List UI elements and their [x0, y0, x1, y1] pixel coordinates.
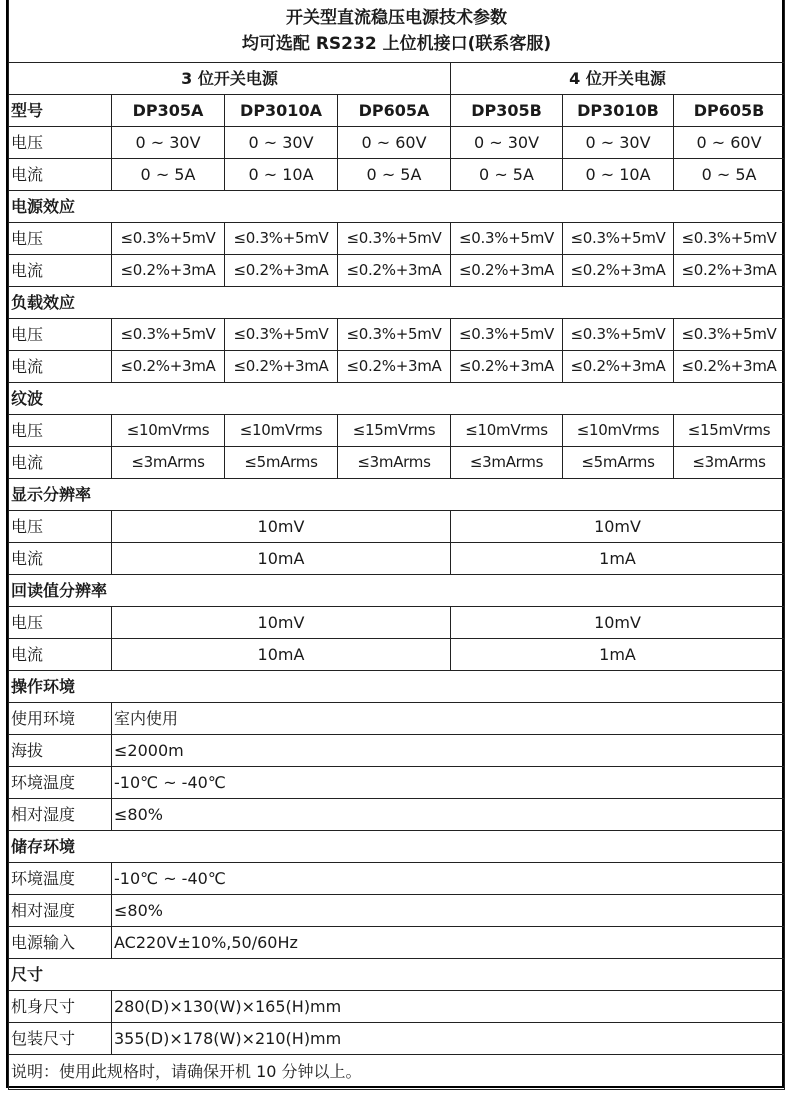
value-cell: ≤10mVrms	[112, 415, 225, 447]
row-label: 包装尺寸	[9, 1023, 112, 1055]
row-label: 电压	[9, 223, 112, 255]
value-cell: ≤0.2%+3mA	[338, 255, 451, 287]
row-label: 相对湿度	[9, 895, 112, 927]
value-cell: -10℃ ~ -40℃	[112, 767, 785, 799]
page-title	[9, 0, 785, 63]
row-label: 电压	[9, 511, 112, 543]
operating-env-row	[9, 799, 785, 831]
value-cell: ≤0.3%+5mV	[112, 223, 225, 255]
value-cell: ≤0.2%+3mA	[563, 351, 674, 383]
display-res-voltage-row	[9, 511, 785, 543]
row-label: 电压	[9, 415, 112, 447]
value-cell: ≤0.2%+3mA	[563, 255, 674, 287]
value-cell: 280(D)×130(W)×165(H)mm	[112, 991, 785, 1023]
value-cell: 1mA	[451, 543, 785, 575]
value-cell: 10mV	[451, 511, 785, 543]
footnote: 说明：使用此规格时，请确保开机 10 分钟以上。	[9, 1055, 785, 1090]
row-label: 电流	[9, 255, 112, 287]
value-cell: ≤0.2%+3mA	[338, 351, 451, 383]
value-cell: AC220V±10%,50/60Hz	[112, 927, 785, 959]
value-cell: 10mV	[451, 607, 785, 639]
dimensions-row	[9, 1023, 785, 1055]
group-4-digit: 4 位开关电源	[451, 63, 785, 95]
ripple-voltage-row	[9, 415, 785, 447]
value-cell: ≤0.3%+5mV	[451, 319, 563, 351]
row-label: 电流	[9, 159, 112, 191]
value-cell: ≤0.2%+3mA	[112, 255, 225, 287]
value-cell: ≤0.3%+5mV	[674, 223, 785, 255]
value-cell: ≤0.3%+5mV	[563, 319, 674, 351]
title-row	[9, 0, 785, 63]
display-res-current-row	[9, 543, 785, 575]
value-cell: 1mA	[451, 639, 785, 671]
readback-res-current-row	[9, 639, 785, 671]
value-cell: 0 ~ 5A	[451, 159, 563, 191]
value-cell: 10mV	[112, 607, 451, 639]
value-cell: 0 ~ 5A	[338, 159, 451, 191]
value-cell: ≤5mArms	[225, 447, 338, 479]
value-cell: ≤3mArms	[338, 447, 451, 479]
row-label: 电源输入	[9, 927, 112, 959]
value-cell: ≤0.3%+5mV	[112, 319, 225, 351]
section-row	[9, 575, 785, 607]
storage-env-row	[9, 863, 785, 895]
value-cell: 10mA	[112, 543, 451, 575]
value-cell: ≤0.2%+3mA	[674, 255, 785, 287]
section-row	[9, 191, 785, 223]
value-cell: ≤0.2%+3mA	[225, 351, 338, 383]
value-cell: 0 ~ 10A	[225, 159, 338, 191]
storage-env-row	[9, 927, 785, 959]
value-cell: ≤80%	[112, 799, 785, 831]
group-header-row	[9, 63, 785, 95]
storage-env-row	[9, 895, 785, 927]
value-cell: ≤3mArms	[112, 447, 225, 479]
current-range-row	[9, 159, 785, 191]
section-title-display-resolution: 显示分辨率	[9, 479, 785, 511]
model-label: 型号	[9, 95, 112, 127]
value-cell: ≤0.3%+5mV	[563, 223, 674, 255]
value-cell: ≤0.3%+5mV	[338, 223, 451, 255]
value-cell: ≤0.3%+5mV	[225, 319, 338, 351]
row-label: 环境温度	[9, 863, 112, 895]
load-effect-current-row	[9, 351, 785, 383]
row-label: 机身尺寸	[9, 991, 112, 1023]
value-cell: ≤0.2%+3mA	[451, 255, 563, 287]
value-cell: ≤0.3%+5mV	[674, 319, 785, 351]
source-effect-current-row	[9, 255, 785, 287]
model-row	[9, 95, 785, 127]
value-cell: ≤3mArms	[674, 447, 785, 479]
model-cell: DP605A	[338, 95, 451, 127]
value-cell: 355(D)×178(W)×210(H)mm	[112, 1023, 785, 1055]
row-label: 电流	[9, 543, 112, 575]
value-cell: 10mV	[112, 511, 451, 543]
spec-table	[8, 0, 785, 1090]
value-cell: 室内使用	[112, 703, 785, 735]
voltage-range-row	[9, 127, 785, 159]
section-title-readback-resolution: 回读值分辨率	[9, 575, 785, 607]
operating-env-row	[9, 767, 785, 799]
section-row	[9, 479, 785, 511]
operating-env-row	[9, 703, 785, 735]
title-line-1: 开关型直流稳压电源技术参数	[286, 8, 507, 28]
readback-res-voltage-row	[9, 607, 785, 639]
value-cell: ≤3mArms	[451, 447, 563, 479]
load-effect-voltage-row	[9, 319, 785, 351]
value-cell: ≤15mVrms	[338, 415, 451, 447]
ripple-current-row	[9, 447, 785, 479]
model-cell: DP305B	[451, 95, 563, 127]
value-cell: ≤0.3%+5mV	[451, 223, 563, 255]
spec-sheet	[6, 0, 784, 1088]
dimensions-row	[9, 991, 785, 1023]
row-label: 海拔	[9, 735, 112, 767]
group-3-digit: 3 位开关电源	[9, 63, 451, 95]
section-row	[9, 959, 785, 991]
value-cell: 10mA	[112, 639, 451, 671]
value-cell: ≤0.2%+3mA	[451, 351, 563, 383]
section-title-load-effect: 负载效应	[9, 287, 785, 319]
value-cell: ≤0.2%+3mA	[225, 255, 338, 287]
section-row	[9, 287, 785, 319]
model-cell: DP605B	[674, 95, 785, 127]
value-cell: ≤0.2%+3mA	[674, 351, 785, 383]
title-line-2: 均可选配 RS232 上位机接口(联系客服)	[241, 34, 552, 54]
value-cell: -10℃ ~ -40℃	[112, 863, 785, 895]
value-cell: 0 ~ 5A	[674, 159, 785, 191]
row-label: 相对湿度	[9, 799, 112, 831]
value-cell: ≤2000m	[112, 735, 785, 767]
row-label: 电压	[9, 319, 112, 351]
note-row	[9, 1055, 785, 1090]
section-row	[9, 831, 785, 863]
model-cell: DP305A	[112, 95, 225, 127]
row-label: 环境温度	[9, 767, 112, 799]
row-label: 使用环境	[9, 703, 112, 735]
row-label: 电流	[9, 351, 112, 383]
value-cell: ≤10mVrms	[451, 415, 563, 447]
value-cell: ≤10mVrms	[563, 415, 674, 447]
value-cell: 0 ~ 60V	[338, 127, 451, 159]
value-cell: 0 ~ 30V	[563, 127, 674, 159]
operating-env-row	[9, 735, 785, 767]
section-title-storage-env: 储存环境	[9, 831, 785, 863]
section-title-operating-env: 操作环境	[9, 671, 785, 703]
section-title-source-effect: 电源效应	[9, 191, 785, 223]
value-cell: ≤5mArms	[563, 447, 674, 479]
value-cell: ≤80%	[112, 895, 785, 927]
row-label: 电流	[9, 639, 112, 671]
value-cell: 0 ~ 30V	[451, 127, 563, 159]
value-cell: 0 ~ 30V	[112, 127, 225, 159]
value-cell: ≤0.3%+5mV	[338, 319, 451, 351]
section-title-dimensions: 尺寸	[9, 959, 785, 991]
row-label: 电压	[9, 127, 112, 159]
value-cell: 0 ~ 10A	[563, 159, 674, 191]
section-row	[9, 671, 785, 703]
value-cell: ≤0.3%+5mV	[225, 223, 338, 255]
section-title-ripple: 纹波	[9, 383, 785, 415]
value-cell: 0 ~ 60V	[674, 127, 785, 159]
value-cell: ≤0.2%+3mA	[112, 351, 225, 383]
value-cell: 0 ~ 30V	[225, 127, 338, 159]
value-cell: 0 ~ 5A	[112, 159, 225, 191]
row-label: 电流	[9, 447, 112, 479]
source-effect-voltage-row	[9, 223, 785, 255]
value-cell: ≤15mVrms	[674, 415, 785, 447]
model-cell: DP3010B	[563, 95, 674, 127]
value-cell: ≤10mVrms	[225, 415, 338, 447]
section-row	[9, 383, 785, 415]
model-cell: DP3010A	[225, 95, 338, 127]
row-label: 电压	[9, 607, 112, 639]
